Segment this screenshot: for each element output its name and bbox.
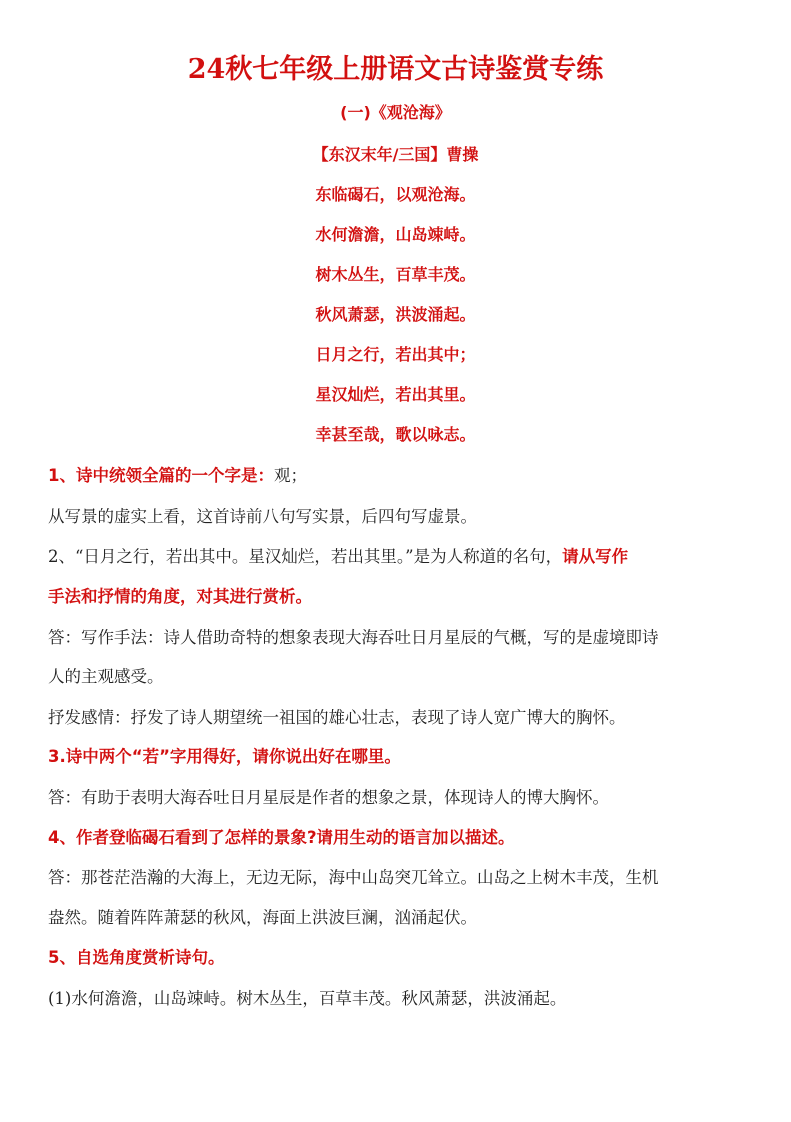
question-3: 3.诗中两个“若”字用得好，请你说出好在哪里。 — [48, 747, 401, 766]
question-2-prefix: 2、“日月之行，若出其中。星汉灿烂，若出其里。”是为人称道的名句， — [48, 547, 563, 566]
question-1-label: 1、诗中统领全篇的一个字是： — [48, 466, 274, 485]
poem-line: 树木丛生，百草丰茂。 — [315, 265, 476, 284]
question-5: 5、自选角度赏析诗句。 — [48, 948, 225, 967]
question-2-ask: 请从写作 — [562, 547, 629, 566]
poem-line: 日月之行，若出其中； — [315, 345, 476, 364]
question-2-answer-3: 抒发感情：抒发了诗人期望统一祖国的雄心壮志，表现了诗人宽广博大的胸怀。 — [48, 708, 626, 727]
poem-author: 【东汉末年/三国】曹操 — [312, 145, 479, 164]
question-1-note: 从写景的虚实上看，这首诗前八句写实景，后四句写虚景。 — [48, 507, 477, 526]
question-1 — [48, 464, 758, 488]
question-4-answer-1: 答：那苍茫浩瀚的大海上，无边无际，海中山岛突兀耸立。山岛之上树木丰茂，生机 — [48, 868, 659, 887]
question-4: 4、作者登临碣石看到了怎样的景象?请用生动的语言加以描述。 — [48, 828, 515, 847]
poem-section-heading: (一)《观沧海》 — [340, 103, 451, 122]
poem-line: 幸甚至哉，歌以咏志。 — [315, 425, 476, 444]
poem-line: 星汉灿烂，若出其里。 — [315, 385, 476, 404]
question-2 — [48, 545, 758, 569]
question-4-answer-2: 盎然。随着阵阵萧瑟的秋风，海面上洪波巨澜，汹涌起伏。 — [48, 908, 477, 927]
question-2-answer-2: 人的主观感受。 — [48, 667, 164, 686]
question-5-item-1: (1)水何澹澹，山岛竦峙。树木丛生，百草丰茂。秋风萧瑟，洪波涌起。 — [48, 989, 567, 1008]
question-3-answer: 答：有助于表明大海吞吐日月星辰是作者的想象之景，体现诗人的博大胸怀。 — [48, 788, 609, 807]
question-2-ask-text: 手法和抒情的角度，对其进行赏析。 — [48, 587, 312, 606]
poem-line: 秋风萧瑟，洪波涌起。 — [315, 305, 476, 324]
question-2-answer-1: 答：写作手法：诗人借助奇特的想象表现大海吞吐日月星辰的气概，写的是虚境即诗 — [48, 628, 659, 647]
question-1-answer: 观； — [273, 466, 307, 485]
document-title: 24秋七年级上册语文古诗鉴赏专练 — [187, 54, 604, 85]
poem-line: 水何澹澹，山岛竦峙。 — [315, 225, 476, 244]
question-2-ask-cont — [48, 585, 758, 609]
poem-line: 东临碣石，以观沧海。 — [315, 185, 476, 204]
